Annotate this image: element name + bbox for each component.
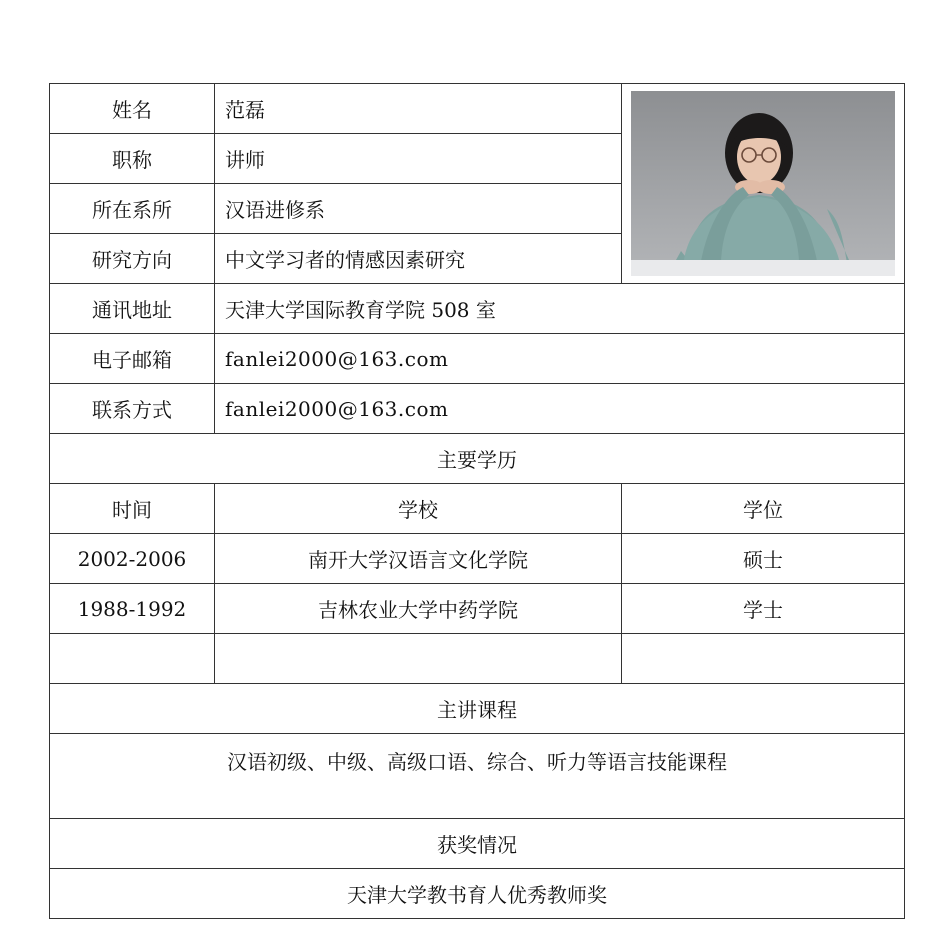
awards-title: 获奖情况	[50, 819, 905, 869]
courses-title-row	[50, 684, 905, 734]
education-header-time: 时间	[50, 484, 215, 534]
education-degree: 硕士	[622, 534, 905, 584]
value-title: 讲师	[215, 134, 622, 184]
label-name: 姓名	[50, 84, 215, 134]
education-time: 1988-1992	[50, 584, 215, 634]
education-school: 吉林农业大学中药学院	[215, 584, 622, 634]
awards-title-row	[50, 819, 905, 869]
education-header-school: 学校	[215, 484, 622, 534]
value-department: 汉语进修系	[215, 184, 622, 234]
education-title-row	[50, 434, 905, 484]
education-school	[215, 634, 622, 684]
education-degree	[622, 634, 905, 684]
label-title: 职称	[50, 134, 215, 184]
label-research: 研究方向	[50, 234, 215, 284]
education-title: 主要学历	[50, 434, 905, 484]
education-degree: 学士	[622, 584, 905, 634]
education-time	[50, 634, 215, 684]
awards-text: 天津大学教书育人优秀教师奖	[50, 869, 905, 919]
education-row	[50, 584, 905, 634]
photo-cell	[622, 84, 905, 284]
education-row	[50, 534, 905, 584]
value-research: 中文学习者的情感因素研究	[215, 234, 622, 284]
label-department: 所在系所	[50, 184, 215, 234]
awards-content-row	[50, 869, 905, 919]
profile-row-address	[50, 284, 905, 334]
label-email: 电子邮箱	[50, 334, 215, 384]
value-name: 范磊	[215, 84, 622, 134]
education-header-degree: 学位	[622, 484, 905, 534]
profile-row-contact	[50, 384, 905, 434]
courses-text: 汉语初级、中级、高级口语、综合、听力等语言技能课程	[50, 734, 905, 819]
courses-title: 主讲课程	[50, 684, 905, 734]
profile-row-name	[50, 84, 905, 134]
label-address: 通讯地址	[50, 284, 215, 334]
education-time: 2002-2006	[50, 534, 215, 584]
portrait-photo	[631, 91, 895, 276]
value-address: 天津大学国际教育学院 508 室	[215, 284, 905, 334]
value-email[interactable]: fanlei2000@163.com	[215, 334, 905, 384]
education-row-empty	[50, 634, 905, 684]
courses-content-row	[50, 734, 905, 819]
label-contact: 联系方式	[50, 384, 215, 434]
photo-desk	[631, 260, 895, 276]
education-school: 南开大学汉语言文化学院	[215, 534, 622, 584]
education-header-row	[50, 484, 905, 534]
profile-row-email	[50, 334, 905, 384]
value-contact[interactable]: fanlei2000@163.com	[215, 384, 905, 434]
profile-table	[49, 83, 905, 919]
